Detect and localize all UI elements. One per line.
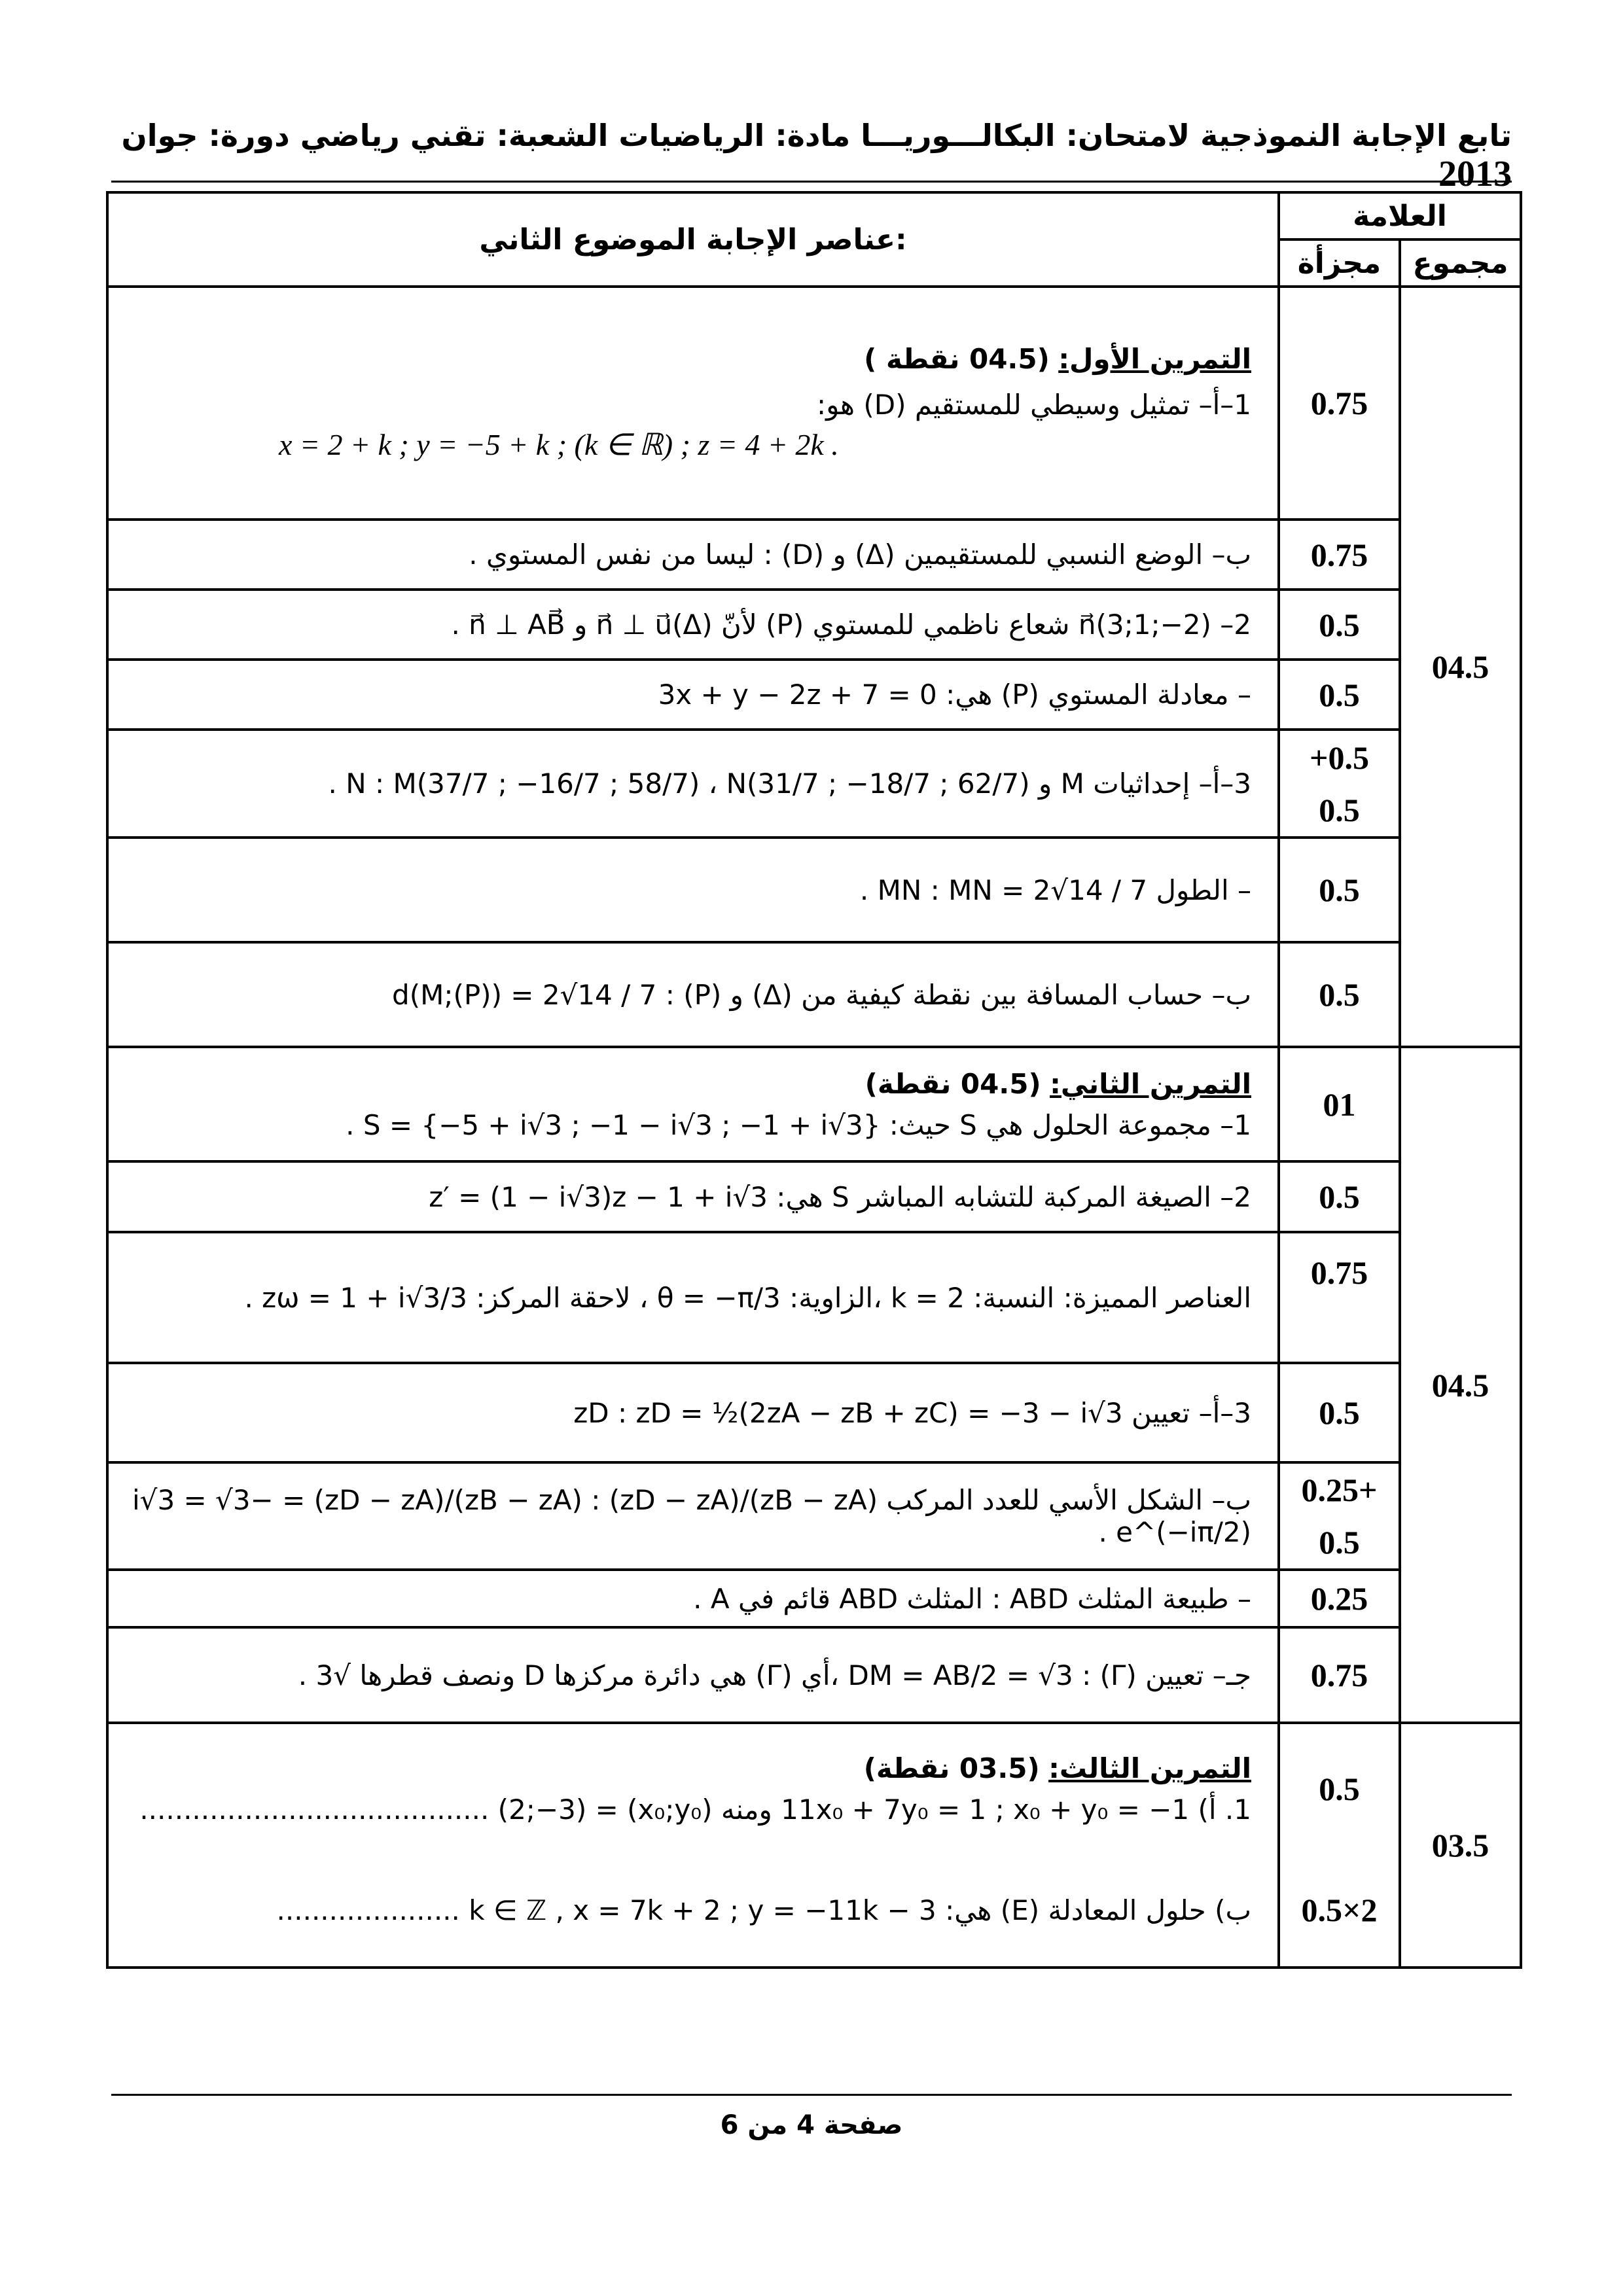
ex1-total (1400, 287, 1521, 1047)
ex2-mark-6-text: 0.25 (1310, 1580, 1368, 1617)
ex1-q2b-text: – معادلة المستوي (P) هي: 3x + y − 2z + 7 = 0 (658, 679, 1251, 711)
ex1-q2-text: 2– n⃗(3;1;−2) شعاع ناظمي للمستوي (P) لأنّ n⃗ ⊥ u⃗(Δ) و n⃗ ⊥ AB⃗ . (451, 609, 1251, 641)
header-rule (111, 181, 1512, 183)
grade-header (1279, 192, 1521, 239)
ex1-q1a-text: 1–أ– تمثيل وسيطي للمستقيم (D) هو: (817, 388, 1251, 421)
ex2-mark-6 (1279, 1570, 1400, 1627)
ex2-mark-4-text: 0.5 (1319, 1394, 1360, 1431)
header-year: 2013 (1438, 154, 1512, 194)
ex2-mark-2 (1279, 1161, 1400, 1232)
ex2-q3a-text: 3–أ– تعيين zD : zD = ½(2zA − zB + zC) = −3 − i√3 (573, 1396, 1251, 1429)
ex1-mark-1 (1279, 287, 1400, 520)
ex1-mark-1-text: 0.75 (1310, 385, 1368, 421)
ex1-mark-5a-text: +0.5 (1310, 739, 1369, 776)
ex1-q3a-text: 3–أ– إحداثيات M و N : M(37/7 ; −16/7 ; 58/7) ، N(31/7 ; −18/7 ; 62/7) . (328, 768, 1251, 800)
ex1-row-6 (107, 838, 1279, 942)
ex1-mark-6-text: 0.5 (1319, 872, 1360, 908)
ex2-row-7 (107, 1627, 1279, 1723)
ex3-title-text: التمرين الثالث: (1048, 1752, 1251, 1784)
ex1-q1b-text: ب– الوضع النسبي للمستقيمين (Δ) و (D) : ليسا من نفس المستوي . (469, 539, 1251, 571)
ex1-mark-6 (1279, 838, 1400, 942)
answer-table (106, 191, 1522, 1969)
partial-header-text: مجزأة (1297, 246, 1382, 280)
ex2-row-4 (107, 1363, 1279, 1462)
ex1-mark-7 (1279, 942, 1400, 1047)
ex1-mark-7-text: 0.5 (1319, 976, 1360, 1013)
ex2-q3c-text: – طبيعة المثلث ABD : المثلث ABD قائم في A . (693, 1582, 1251, 1615)
ex2-mark-1 (1279, 1047, 1400, 1161)
ex3-q1b-text: ب) حلول المعادلة (E) هي: k ∈ ℤ , x = 7k + 2 ; y = −11k − 3 ..................... (276, 1894, 1251, 1926)
ex2-mark-3 (1279, 1232, 1400, 1363)
ex2-mark-3-text: 0.75 (1310, 1254, 1368, 1291)
ex2-row-6 (107, 1570, 1279, 1627)
ex2-q1-text: 1– مجموعة الحلول هي S حيث: S = {−5 + i√3 ; −1 − i√3 ; −1 + i√3} . (346, 1108, 1251, 1141)
ex1-title-text: التمرين الأول: (1058, 342, 1251, 375)
ex2-mark-1-text: 01 (1323, 1086, 1356, 1123)
ex3-total (1400, 1723, 1521, 1968)
ex2-mark-5a-text: 0.25+ (1301, 1472, 1378, 1508)
total-header-text: مجموع (1412, 246, 1508, 280)
ex2-title (128, 1068, 1251, 1100)
ex2-mark-2-text: 0.5 (1319, 1178, 1360, 1215)
ex1-points: (04.5 نقطة ) (864, 342, 1050, 375)
ex2-total (1400, 1047, 1521, 1723)
ex1-row-3 (107, 590, 1279, 660)
grade-header-text: العلامة (1353, 199, 1447, 233)
ex1-row-2 (107, 520, 1279, 590)
footer-rule (111, 2094, 1512, 2096)
ex1-mark-4-text: 0.5 (1319, 676, 1360, 713)
total-header (1400, 239, 1521, 287)
ex1-row-5 (107, 730, 1279, 838)
ex3-points: (03.5 نقطة) (863, 1752, 1040, 1784)
ex2-row-2 (107, 1161, 1279, 1232)
ex1-mark-3-text: 0.5 (1319, 606, 1360, 643)
ex1-mark-3 (1279, 590, 1400, 660)
ex2-mark-5 (1279, 1462, 1400, 1570)
ex1-mark-4 (1279, 660, 1400, 730)
table-title (107, 192, 1279, 287)
ex2-row-5 (107, 1462, 1279, 1570)
ex2-row-1 (107, 1047, 1279, 1161)
ex3-mark-1-text: 0.5 (1319, 1771, 1360, 1807)
ex2-mark-7-text: 0.75 (1310, 1657, 1368, 1693)
ex1-row-1 (107, 287, 1279, 520)
partial-header (1279, 239, 1400, 287)
ex1-total-text: 04.5 (1431, 648, 1489, 685)
ex3-q1a-text: 1. أ) 11x₀ + 7y₀ = 1 ; x₀ + y₀ = −1 ومنه (x₀;y₀) = (2;−3) ........................................ (139, 1793, 1251, 1826)
ex2-total-text: 04.5 (1431, 1366, 1489, 1404)
ex1-mark-2 (1279, 520, 1400, 590)
ex2-q3d-text: جـ– تعيين (Γ) : DM = AB/2 = √3 ،أي (Γ) هي دائرة مركزها D ونصف قطرها √3 . (298, 1659, 1251, 1691)
ex3-total-text: 03.5 (1431, 1827, 1489, 1863)
ex1-q3c-text: ب– حساب المسافة بين نقطة كيفية من (Δ) و (P) : d(M;(P)) = 2√14 / 7 (392, 978, 1251, 1011)
ex3-mark-2 (1279, 1854, 1400, 1968)
ex1-row-7 (107, 942, 1279, 1047)
ex2-mark-7 (1279, 1627, 1400, 1723)
ex3-row-1 (107, 1723, 1279, 1854)
ex2-row-3 (107, 1232, 1279, 1363)
ex1-title (128, 343, 1251, 375)
ex1-mark-5b-text: 0.5 (1319, 791, 1360, 828)
ex3-title (128, 1752, 1251, 1784)
ex1-row-4 (107, 660, 1279, 730)
ex3-mark-2-text: 0.5×2 (1301, 1892, 1378, 1928)
ex2-mark-4 (1279, 1363, 1400, 1462)
ex2-points: (04.5 نقطة) (865, 1067, 1041, 1100)
ex2-q3b-text: ب– الشكل الأسي للعدد المركب (zB − zA)/(zD − zA) : (zB − zA)/(zD − zA) = −i√3 = √3 e^(−iπ/2) . (132, 1484, 1251, 1548)
ex2-q2b-text: العناصر المميزة: النسبة: k = 2 ،الزاوية: θ = −π/3 ، لاحقة المركز: zω = 1 + i√3/3 . (244, 1281, 1251, 1314)
ex3-row-2 (107, 1854, 1279, 1968)
ex2-mark-5b-text: 0.5 (1319, 1524, 1360, 1561)
ex1-q1a-system: x = 2 + k ; y = −5 + k ; (k ∈ ℝ) ; z = 4 + 2k . (279, 427, 839, 461)
header-text: تابع الإجابة النموذجية لامتحان: البكالـــوريـــا مادة: الرياضيات الشعبة: تقني رياضي دورة: جوان (121, 118, 1512, 153)
page-footer: صفحة 4 من 6 (720, 2110, 903, 2140)
ex2-title-text: التمرين الثاني: (1050, 1067, 1251, 1100)
page-header (111, 118, 1512, 194)
ex1-mark-5 (1279, 730, 1400, 838)
ex1-mark-2-text: 0.75 (1310, 536, 1368, 573)
ex3-mark-1 (1279, 1723, 1400, 1854)
ex2-q2-text: 2– الصيغة المركبة للتشابه المباشر S هي: z′ = (1 − i√3)z − 1 + i√3 (429, 1180, 1251, 1213)
table-title-text: عناصر الإجابة الموضوع الثاني: (479, 222, 907, 256)
ex1-q3b-text: – الطول MN : MN = 2√14 / 7 . (859, 874, 1251, 906)
